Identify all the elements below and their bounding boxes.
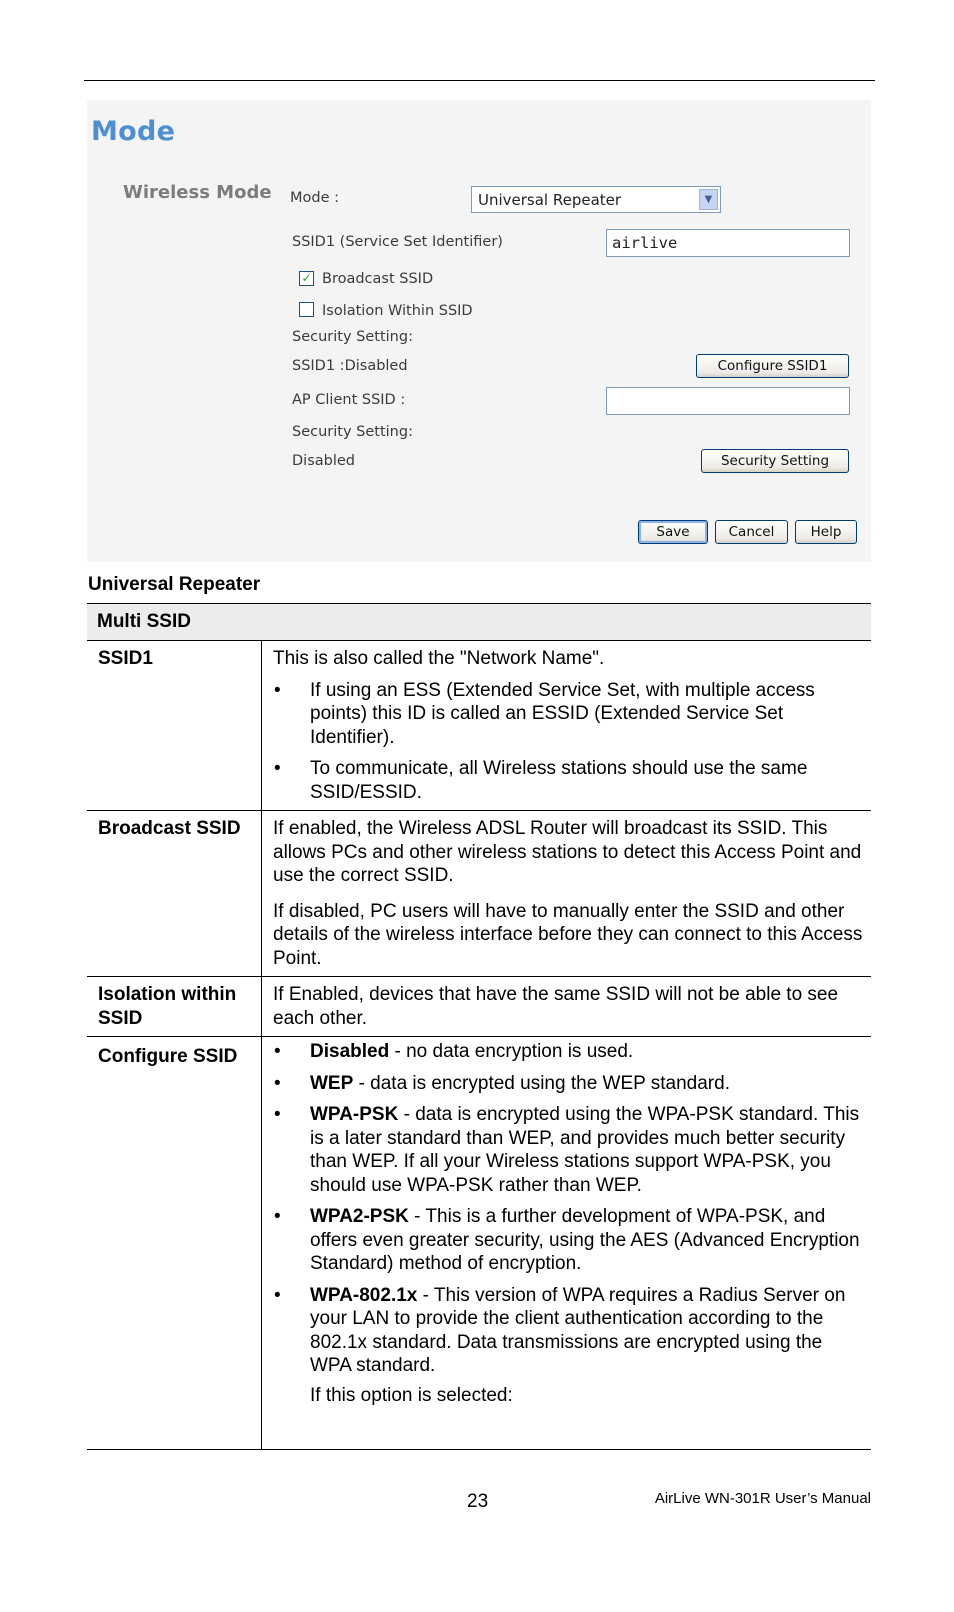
security-status: Disabled (292, 453, 355, 469)
checkmark-icon: ✓ (301, 271, 312, 285)
ssid1-label: SSID1 (Service Set Identifier) (292, 234, 503, 250)
row-value (262, 811, 872, 977)
section-label: Wireless Mode (123, 182, 272, 203)
term: Disabled (310, 1041, 390, 1062)
row-paragraph: This is also called the "Network Name". (273, 648, 605, 669)
term-description: - This is a further development of WPA-PSK, and offers even greater security, using the AES (Advanced Encryption Standard) method of encryption. (310, 1206, 860, 1274)
mode-label: Mode : (290, 190, 340, 206)
term-description: - data is encrypted using the WEP standard. (353, 1072, 730, 1094)
ssid1-input[interactable] (606, 229, 850, 257)
list-item (273, 1072, 863, 1096)
manual-title: AirLive WN-301R User’s Manual (654, 1490, 871, 1507)
figure-caption: Universal Repeater (88, 574, 261, 595)
save-button[interactable]: Save (638, 520, 708, 544)
ap-client-ssid-label: AP Client SSID : (292, 392, 406, 408)
list-item (273, 1284, 863, 1378)
list-item: • If using an ESS (Extended Service Set, with multiple access points) this ID is called an ESSID (Extended Service Set Identifier). (273, 679, 863, 750)
chevron-down-icon[interactable]: ▼ (699, 189, 718, 210)
row-key: SSID1 (87, 641, 262, 811)
multi-ssid-table (87, 603, 871, 1450)
table-row (87, 641, 871, 811)
table-row (87, 811, 871, 977)
isolation-ssid-label: Isolation Within SSID (322, 303, 473, 319)
row-value (262, 977, 872, 1037)
bullet-list (273, 1040, 863, 1378)
security-setting-label-2: Security Setting: (292, 424, 413, 440)
wireless-mode-panel (87, 100, 871, 562)
panel-title: Mode (91, 116, 176, 147)
table-row (87, 977, 871, 1037)
table-header-row (87, 604, 871, 641)
top-rule (84, 80, 875, 81)
list-item (273, 1103, 863, 1197)
trailing-note: If this option is selected: (310, 1384, 513, 1406)
isolation-ssid-checkbox[interactable] (299, 302, 314, 317)
list-item (273, 1040, 863, 1064)
table-row (87, 1037, 871, 1450)
term-description: - data is encrypted using the WPA-PSK standard. This is a later standard than WEP, and provides much better security than WEP. If all your Wireless stations support WPA-PSK, you should use WPA-PSK rather than WEP. (310, 1104, 860, 1196)
mode-select-value: Universal Repeater (478, 191, 622, 209)
help-button[interactable]: Help (795, 520, 857, 544)
ssid1-status: SSID1 :Disabled (292, 358, 408, 374)
term: WEP (310, 1072, 354, 1094)
row-value (262, 641, 872, 811)
row-paragraph: If Enabled, devices that have the same SSID will not be able to see each other. (273, 984, 839, 1029)
security-setting-label-1: Security Setting: (292, 329, 413, 345)
row-paragraph: If enabled, the Wireless ADSL Router will broadcast its SSID. This allows PCs and other wireless stations to detect this Access Point and use the correct SSID. (273, 818, 862, 886)
page-number: 23 (467, 1491, 489, 1512)
row-paragraph: If disabled, PC users will have to manually enter the SSID and other details of the wireless interface before they can connect to this Access Point. (273, 900, 863, 969)
cancel-button[interactable]: Cancel (715, 520, 788, 544)
term: WPA-PSK (310, 1104, 399, 1125)
list-item: • To communicate, all Wireless stations should use the same SSID/ESSID. (273, 757, 863, 804)
mode-select[interactable] (471, 186, 721, 213)
broadcast-ssid-label: Broadcast SSID (322, 271, 434, 287)
broadcast-ssid-checkbox[interactable] (299, 271, 314, 286)
security-setting-button[interactable]: Security Setting (701, 449, 849, 473)
row-key: Isolation within SSID (87, 977, 262, 1037)
term: WPA2-PSK (310, 1206, 409, 1227)
ap-client-ssid-input[interactable] (606, 387, 850, 415)
table-header: Multi SSID (87, 604, 871, 641)
term-description: - no data encryption is used. (389, 1041, 634, 1062)
bullet-list (273, 679, 863, 805)
term: WPA-802.1x (310, 1284, 418, 1306)
configure-ssid1-button[interactable]: Configure SSID1 (696, 354, 849, 378)
row-value (262, 1037, 872, 1450)
list-item (273, 1205, 863, 1276)
row-key: Broadcast SSID (87, 811, 262, 977)
row-key: Configure SSID (87, 1037, 262, 1450)
term-description: - This version of WPA requires a Radius Server on your LAN to provide the client authentication according to the 802.1x standard. Data transmissions are encrypted using the WPA standard. (310, 1284, 846, 1376)
